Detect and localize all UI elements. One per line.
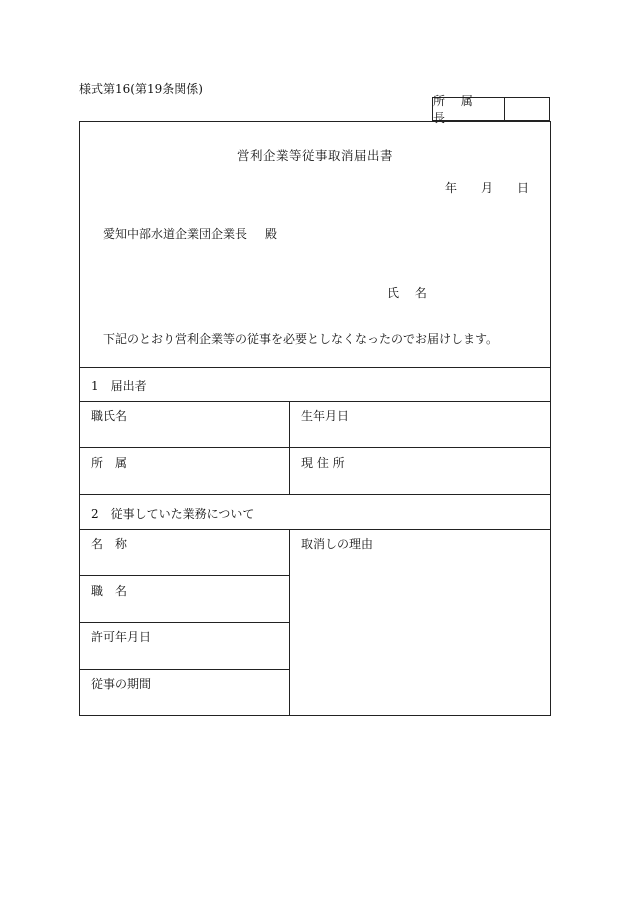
position-field[interactable]: 職 名 [91,584,128,598]
applicant-name-label: 氏 名 [387,286,433,300]
stamp-cell[interactable] [505,98,549,120]
divider [80,575,290,576]
section1-heading: 1 届出者 [91,379,147,393]
permit-date-field[interactable]: 許可年月日 [91,630,152,644]
divider [80,447,550,448]
date-year-label: 年 [445,181,458,195]
divider [80,401,550,402]
cancellation-reason-field[interactable]: 取消しの理由 [301,537,374,551]
job-name-field[interactable]: 職氏名 [91,409,128,423]
divider [80,622,290,623]
divider [80,367,550,368]
divider [80,669,290,670]
date-day-label: 日 [517,181,530,195]
form-number: 様式第16(第19条関係) [79,82,203,96]
addressee-name: 愛知中部水道企業団企業長 [103,227,248,241]
statement-text: 下記のとおり営利企業等の従事を必要としなくなったのでお届けします。 [103,332,499,346]
approval-stamp-box [432,94,550,125]
date-month-label: 月 [481,181,494,195]
engagement-period-field[interactable]: 従事の期間 [91,677,152,691]
business-name-field[interactable]: 名 称 [91,537,128,551]
stamp-label: 所 属 長 [433,98,505,120]
addressee-honorific: 殿 [265,227,278,241]
affiliation-field[interactable]: 所 属 [91,456,128,470]
form-frame [79,121,551,716]
divider [80,494,550,495]
section2-heading: 2 従事していた業務について [91,507,255,521]
form-title: 営利企業等従事取消届出書 [236,148,393,163]
divider [80,529,550,530]
birth-date-field[interactable]: 生年月日 [301,409,350,423]
address-field[interactable]: 現 住 所 [301,456,345,470]
